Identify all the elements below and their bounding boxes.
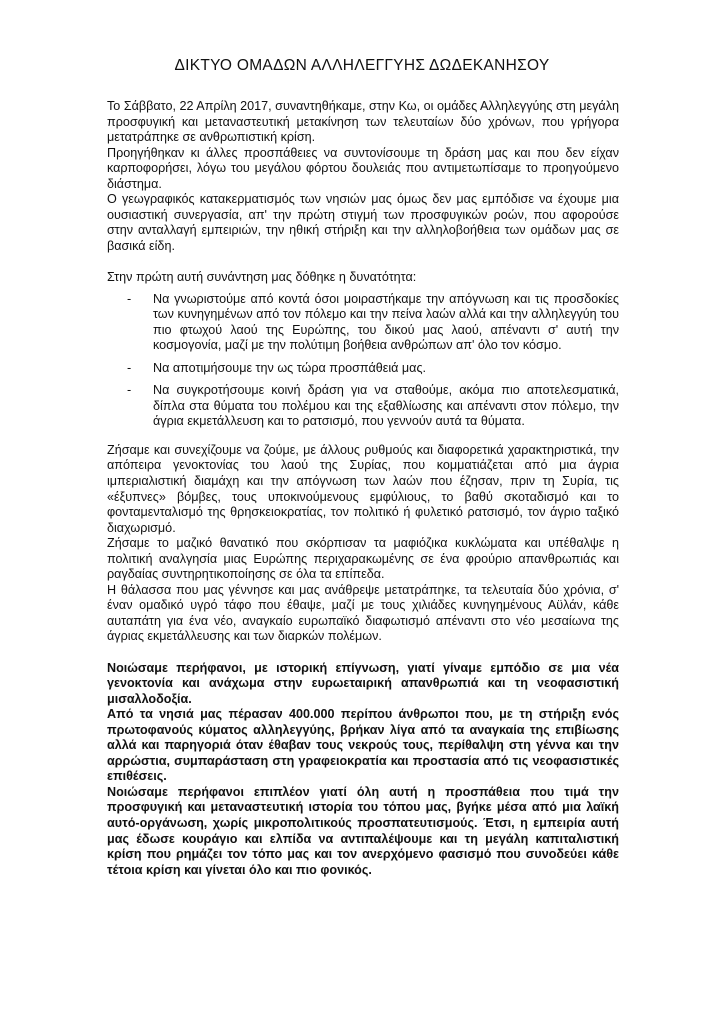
list-item-text: Να αποτιμήσουμε την ως τώρα προσπάθειά μας. [153, 360, 427, 375]
intro-paragraph-2: Προηγήθηκαν κι άλλες προσπάθειες να συντονίσουμε τη δράση μας και που δεν είχαν καρποφορήσει, λόγω του μεγάλου φόρτου δουλειάς που αντιμετωπίσαμε το προηγούμενο διάστημα. [107, 145, 619, 191]
list-item-text: Να γνωριστούμε από κοντά όσοι μοιραστήκαμε την απόγνωση και τις προσδοκίες των κυνηγημένων από τον πόλεμο και την πείνα λαών αλλά και την αλληλεγγύη του πιο φτωχού λαού της Ευρώπης, του δικού μας λαού, απέναντι σ' αυτή την κοσμογονία, μαζί με την πολύτιμη βοήθεια ανθρώπων απ' όλο τον κόσμο. [153, 291, 619, 353]
opportunity-list [107, 292, 619, 430]
middle-paragraph-1: Ζήσαμε και συνεχίζουμε να ζούμε, με άλλους ρυθμούς και διαφορετικά χαρακτηριστικά, την απόπειρα γενοκτονίας του λαού της Συρίας, που κομματιάζεται από μια άγρια ιμπεριαλιστική διαμάχη και την απόγνωση των λαών που έζησαν, πριν τη Συρία, τις «έξυπνες» βόμβες, τους υποκινούμενους εμφύλιους, το βαθύ σκοταδισμό και το φονταμενταλισμό της θρησκειοκρατίας, τον πολιτικό ή φυλετικό ρατσισμό, τον άγριο ταξικό διαχωρισμό. [107, 442, 619, 535]
closing-paragraph-2: Από τα νησιά μας πέρασαν 400.000 περίπου άνθρωποι που, με τη στήριξη ενός πρωτοφανούς κύματος αλληλεγγύης, βρήκαν λίγα από τα αναγκαία της επιβίωσης αλλά και παρηγοριά όταν έθαβαν τους νεκρούς τους, περίθαλψη στη γέννα και την αρρώστια, συμπαράσταση στη γραφειοκρατία και προστασία από τις νεοφασιστικές επιθέσεις. [107, 707, 619, 784]
opportunity-intro: Στην πρώτη αυτή συνάντηση μας δόθηκε η δυνατότητα: [107, 269, 417, 284]
document-title: ΔΙΚΤΥΟ ΟΜΑΔΩΝ ΑΛΛΗΛΕΓΓΥΗΣ ΔΩΔΕΚΑΝΗΣΟΥ [174, 57, 550, 74]
closing-paragraph-1: Νοιώσαμε περήφανοι, με ιστορική επίγνωση, γιατί γίναμε εμπόδιο σε μια νέα γενοκτονία και ανάχωμα στην ευρωεταιρική απανθρωπιά και τη νεοφασιστική μισαλλοδοξία. [107, 660, 619, 706]
list-item [107, 383, 619, 430]
intro-paragraph-3: Ο γεωγραφικός κατακερματισμός των νησιών μας όμως δεν μας εμπόδισε να έχουμε μια ουσιαστική συνεργασία, απ' την πρώτη στιγμή των προσφυγικών ροών, που αφορούσε στην ανταλλαγή εμπειριών, την ηθική στήριξη και την αλληλοβοήθεια των ομάδων μας σε βασικά είδη. [107, 192, 619, 253]
dash-bullet: - [127, 360, 132, 375]
closing-section [107, 661, 619, 879]
middle-paragraph-2: Ζήσαμε το μαζικό θανατικό που σκόρπισαν τα μαφιόζικα κυκλώματα και υπέθαλψε η πολιτική αναλγησία μιας Ευρώπης περιχαρακωμένης σε ένα φρούριο απανθρωπιάς και ραγδαίας συντηρητικοποίησης σε όλα τα επίπεδα. [107, 536, 619, 582]
closing-paragraph-3: Νοιώσαμε περήφανοι επιπλέον γιατί όλη αυτή η προσπάθεια που τιμά την προσφυγική και μεταναστευτική ιστορία του τόπου μας, βγήκε μέσα από μια λαϊκή αυτό-οργάνωση, χωρίς μικροπολιτικούς προσπατευτισμούς. Έτσι, η εμπειρία αυτή μας έδωσε κουράγιο και ελπίδα να αντιπαλέψουμε και τη μεγάλη καπιταλιστική κρίση που ρημάζει τον τόπο μας και τον ανερχόμενο φασισμό που συνοδεύει κάθε τέτοια κρίση και γίνεται όλο και πιο φονικός. [107, 784, 619, 877]
middle-paragraph-3: Η θάλασσα που μας γέννησε και μας ανάθρεψε μετατράπηκε, τα τελευταία δύο χρόνια, σ' έναν ομαδικό υγρό τάφο που έθαψε, μαζί με τους χιλιάδες κυνηγημένους Αϋλάν, κάθε αυταπάτη για ένα νέο, αναγκαίο ευρωπαϊκό διαφωτισμό απέναντι στο νέο μεσαίωνα της άγριας εκμετάλλευσης και των διαρκών πολέμων. [107, 582, 619, 644]
list-item [107, 361, 619, 377]
list-item-text: Να συγκροτήσουμε κοινή δράση για να σταθούμε, ακόμα πιο αποτελεσματικά, δίπλα στα θύματα του πολέμου και της εξαθλίωσης και απέναντι στον πόλεμο, την άγρια εκμετάλλευση και το ρατσισμό, που γεννούν αυτά τα θύματα. [153, 383, 619, 429]
document-body [107, 99, 619, 878]
dash-bullet: - [127, 291, 132, 306]
intro-paragraph-1: Το Σάββατο, 22 Απρίλη 2017, συναντηθήκαμε, στην Κω, οι ομάδες Αλληλεγγύης στη μεγάλη προσφυγική και μεταναστευτική μετακίνηση των τελευταίων δύο χρόνων, που γρήγορα μετατράπηκε σε ανθρωπιστική κρίση. [107, 99, 619, 145]
list-item [107, 292, 619, 354]
dash-bullet: - [127, 383, 132, 398]
